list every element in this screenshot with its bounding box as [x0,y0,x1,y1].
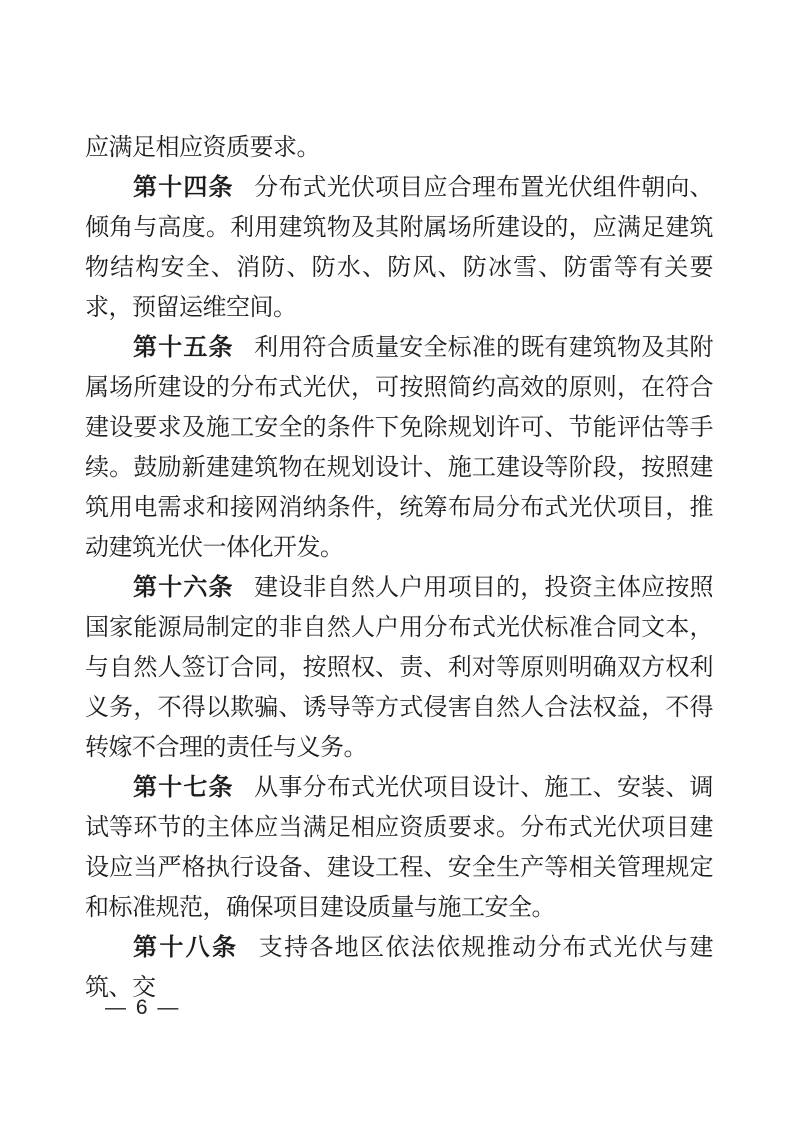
paragraph-continuation [85,128,713,168]
article-16-text: 建设非自然人户用项目的，投资主体应按照国家能源局制定的非自然人户用分布式光伏标准合同文本，与自然人签订合同，按照权、责、利对等原则明确双方权利义务，不得以欺骗、诱导等方式侵害自然人合法权益，不得转嫁不合理的责任与义务。 [85,574,714,761]
paragraph-continuation-text: 应满足相应资质要求。 [85,134,320,161]
article-15-number: 第十五条 [133,334,234,361]
article-16-number: 第十六条 [133,574,234,601]
article-14-text: 分布式光伏项目应合理布置光伏组件朝向、倾角与高度。利用建筑物及其附属场所建设的，应满足建筑物结构安全、消防、防水、防风、防冰雪、防雷等有关要求，预留运维空间。 [85,174,714,321]
document-text-block [85,128,713,1008]
article-18-text: 支持各地区依法依规推动分布式光伏与建筑、交 [85,934,714,1001]
paragraph-article-14 [85,168,713,328]
article-14-number: 第十四条 [133,174,234,201]
paragraph-article-15 [85,328,713,568]
article-17-text: 从事分布式光伏项目设计、施工、安装、调试等环节的主体应当满足相应资质要求。分布式光伏项目建设应当严格执行设备、建设工程、安全生产等相关管理规定和标准规范，确保项目建设质量与施工安全。 [85,774,714,921]
article-15-text: 利用符合质量安全标准的既有建筑物及其附属场所建设的分布式光伏，可按照简约高效的原则，在符合建设要求及施工安全的条件下免除规划许可、节能评估等手续。鼓励新建建筑物在规划设计、施工建设等阶段，按照建筑用电需求和接网消纳条件，统筹布局分布式光伏项目，推动建筑光伏一体化开发。 [85,334,714,561]
paragraph-article-17 [85,768,713,928]
article-17-number: 第十七条 [133,774,234,801]
page-number: — 6 — [105,996,181,1019]
article-18-number: 第十八条 [133,934,239,961]
paragraph-article-16 [85,568,713,768]
